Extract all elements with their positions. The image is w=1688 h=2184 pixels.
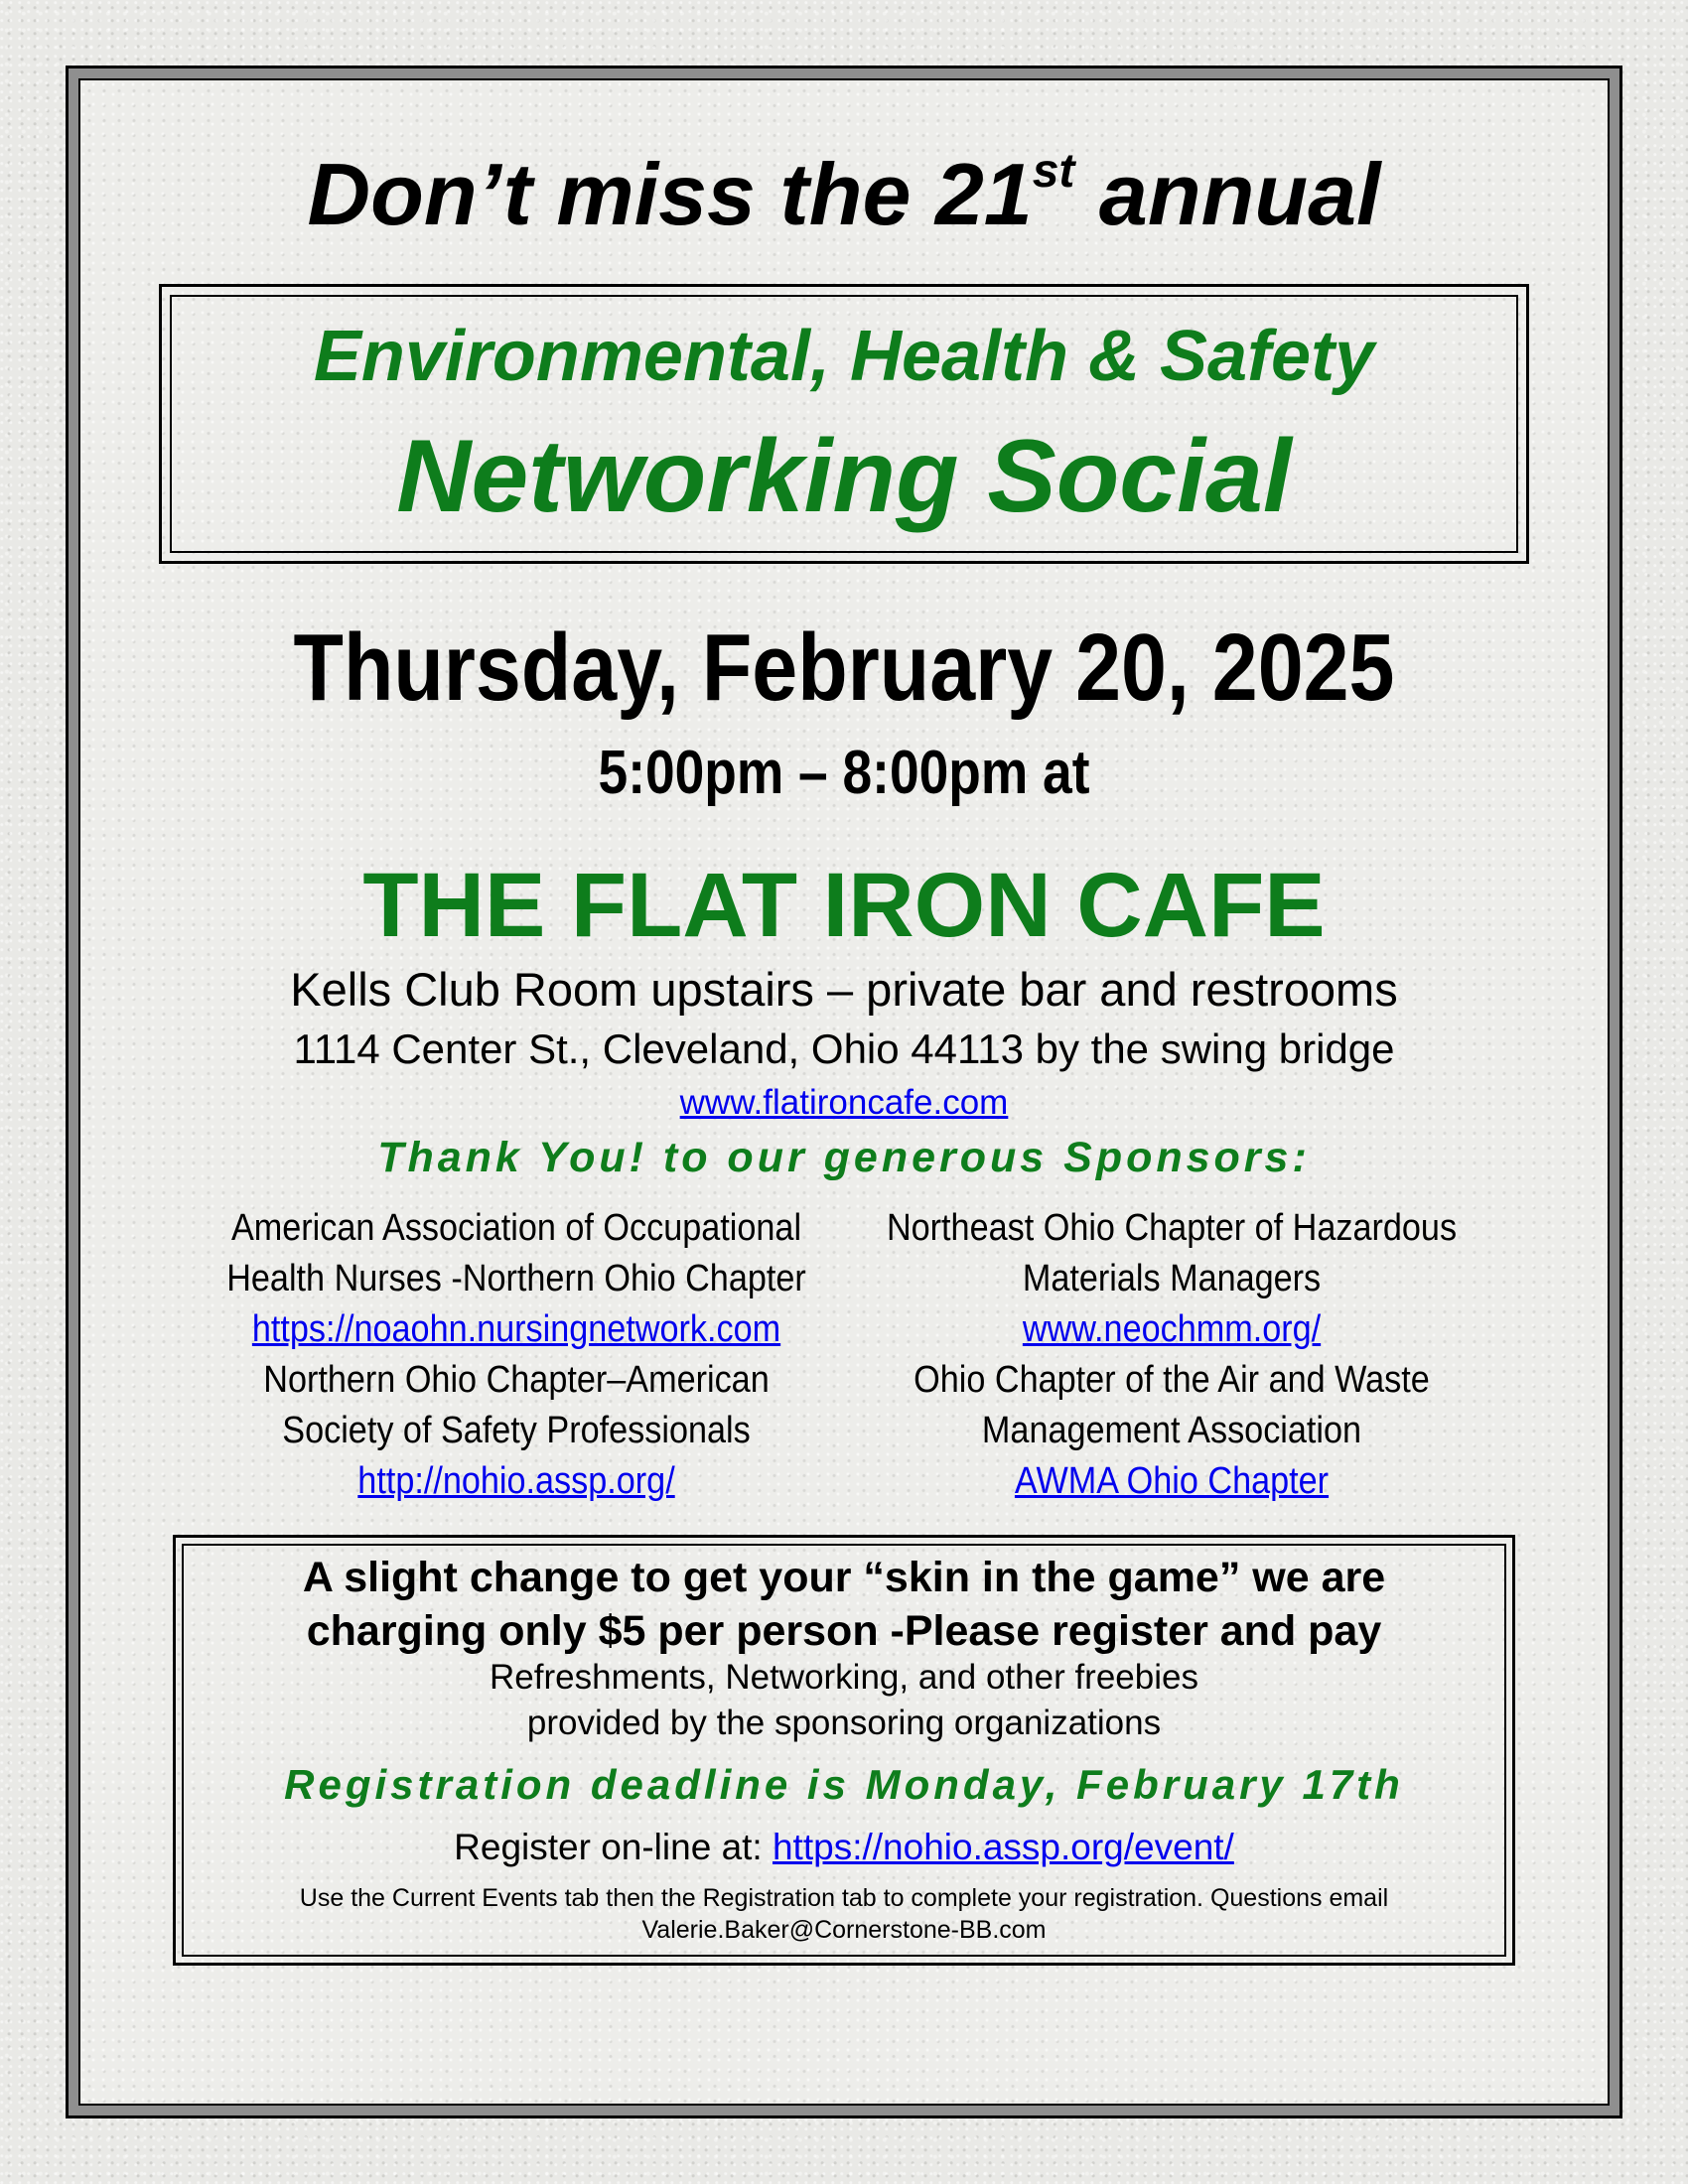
sponsor-assp-link[interactable]: http://nohio.assp.org/ [357,1460,675,1502]
sponsor-awma-name-line1: Ohio Chapter of the Air and Waste [914,1359,1430,1401]
event-time: 5:00pm – 8:00pm at [598,739,1090,807]
sponsor-awma-name-line2: Management Association [981,1410,1362,1451]
registration-note-line1: Use the Current Events tab then the Registration tab to complete your registration. Questions email [299,1884,1389,1912]
sponsor-aaohn-name-line1: American Association of Occupational [230,1207,802,1249]
headline-suffix: annual [1074,145,1381,243]
sponsor-aaohn-name-line2: Health Nurses -Northern Ohio Chapter [226,1258,806,1299]
headline [0,145,1688,259]
price-change-line2: charging only $5 per person -Please register and pay [306,1607,1382,1655]
event-title-line1: Environmental, Health & Safety [313,317,1375,396]
headline-prefix: Don’t miss the 21 [307,145,1033,243]
register-online [0,1823,1688,1872]
event-title-line2: Networking Social [396,419,1292,534]
refreshments-line1: Refreshments, Networking, and other freebies [490,1658,1198,1697]
venue-address: 1114 Center St., Cleveland, Ohio 44113 by the swing bridge [293,1025,1395,1072]
sponsor-assp-name-line1: Northern Ohio Chapter–American [263,1359,770,1401]
venue-website-link[interactable]: www.flatironcafe.com [679,1083,1009,1122]
sponsor-aaohn-link[interactable]: https://noaohn.nursingnetwork.com [251,1308,781,1350]
registration-deadline: Registration deadline is Monday, February 17th [284,1761,1404,1808]
sponsors-left-column [186,1203,847,1507]
refreshments-line2: provided by the sponsoring organizations [526,1704,1162,1742]
contact-email: Valerie.Baker@Cornerstone-BB.com [641,1916,1047,1944]
sponsors-right-column [841,1203,1502,1507]
venue-room: Kells Club Room upstairs – private bar and restrooms [290,963,1398,1016]
sponsors-heading: Thank You! to our generous Sponsors: [377,1134,1311,1181]
register-link[interactable]: https://nohio.assp.org/event/ [772,1827,1234,1867]
price-change-line1: A slight change to get your “skin in the game” we are [302,1554,1386,1601]
headline-superscript: st [1032,145,1075,198]
sponsor-neochmm-link[interactable]: www.neochmm.org/ [1022,1308,1322,1350]
register-label: Register on-line at: [454,1827,773,1867]
event-date: Thursday, February 20, 2025 [293,614,1395,721]
sponsors-list [149,1203,1539,1513]
sponsor-assp-name-line2: Society of Safety Professionals [282,1410,751,1451]
sponsor-awma-link[interactable]: AWMA Ohio Chapter [1014,1460,1330,1502]
sponsor-neochmm-name-line1: Northeast Ohio Chapter of Hazardous [886,1207,1458,1249]
sponsor-neochmm-name-line2: Materials Managers [1022,1258,1322,1299]
venue-name: THE FLAT IRON CAFE [362,855,1326,956]
